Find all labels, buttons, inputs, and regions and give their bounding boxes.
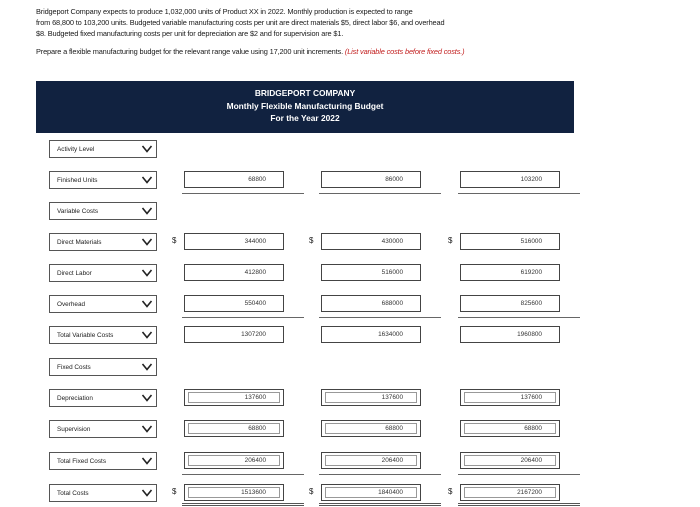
subtotal-rule	[458, 317, 580, 318]
subtotal-rule	[319, 193, 441, 194]
subtotal-rule	[182, 193, 304, 194]
amount-value: 344000	[244, 238, 266, 245]
chevron-down-icon[interactable]	[141, 424, 153, 434]
budget-row	[0, 233, 700, 253]
row-label-dropdown[interactable]	[49, 326, 157, 344]
amount-input[interactable]	[460, 452, 560, 469]
budget-row	[0, 389, 700, 409]
chevron-down-icon[interactable]	[141, 488, 153, 498]
amount-value: 430000	[381, 238, 403, 245]
amount-value: 2167200	[517, 489, 542, 496]
problem-line-2: from 68,800 to 103,200 units. Budgeted variable manufacturing costs per unit are direct materials $5, direct labor $6, and overhead	[36, 18, 445, 27]
row-label: Supervision	[57, 425, 91, 433]
budget-row	[0, 295, 700, 315]
row-label: Variable Costs	[57, 207, 99, 215]
amount-input[interactable]	[321, 326, 421, 343]
chevron-down-icon[interactable]	[141, 362, 153, 372]
subtotal-rule	[319, 474, 441, 475]
amount-value: 137600	[520, 394, 542, 401]
subtotal-rule	[319, 317, 441, 318]
amount-value: 825600	[520, 300, 542, 307]
row-label: Total Costs	[57, 489, 89, 497]
total-double-rule	[319, 503, 441, 506]
amount-input[interactable]	[321, 452, 421, 469]
chevron-down-icon[interactable]	[141, 206, 153, 216]
instruction-hint: (List variable costs before fixed costs.)	[344, 47, 465, 56]
budget-row	[0, 171, 700, 191]
amount-input-inner-border	[188, 392, 280, 403]
amount-value: 412800	[244, 269, 266, 276]
amount-value: 206400	[520, 457, 542, 464]
budget-row	[0, 264, 700, 284]
amount-input[interactable]	[460, 233, 560, 250]
row-label: Direct Materials	[57, 238, 102, 246]
amount-input[interactable]	[184, 389, 284, 406]
amount-input[interactable]	[460, 484, 560, 501]
amount-input[interactable]	[460, 420, 560, 437]
amount-value: 688000	[381, 300, 403, 307]
amount-value: 1840400	[378, 489, 403, 496]
currency-symbol: $	[309, 487, 314, 496]
amount-input[interactable]	[321, 389, 421, 406]
row-label-dropdown[interactable]	[49, 295, 157, 313]
amount-input[interactable]	[321, 484, 421, 501]
row-label-dropdown[interactable]	[49, 452, 157, 470]
chevron-down-icon[interactable]	[141, 237, 153, 247]
row-label-dropdown[interactable]	[49, 420, 157, 438]
amount-value: 516000	[520, 238, 542, 245]
row-label-dropdown[interactable]	[49, 264, 157, 282]
currency-symbol: $	[448, 236, 453, 245]
amount-value: 68800	[248, 425, 266, 432]
subtotal-rule	[182, 317, 304, 318]
instruction-text: Prepare a flexible manufacturing budget for the relevant range value using 17,200 unit increments.	[36, 47, 343, 56]
amount-input-inner-border	[464, 455, 556, 466]
amount-input-inner-border	[325, 455, 417, 466]
budget-title: Monthly Flexible Manufacturing Budget	[226, 100, 384, 111]
currency-symbol: $	[172, 487, 177, 496]
subtotal-rule	[458, 193, 580, 194]
amount-value: 137600	[381, 394, 403, 401]
amount-input[interactable]	[184, 326, 284, 343]
currency-symbol: $	[172, 236, 177, 245]
problem-line-1: Bridgeport Company expects to produce 1,032,000 units of Product XX in 2022. Monthly production is expected to range	[36, 7, 413, 16]
row-label-dropdown[interactable]	[49, 171, 157, 189]
amount-input-inner-border	[325, 392, 417, 403]
amount-input[interactable]	[321, 233, 421, 250]
amount-input[interactable]	[184, 233, 284, 250]
row-label: Finished Units	[57, 176, 98, 184]
chevron-down-icon[interactable]	[141, 330, 153, 340]
amount-input[interactable]	[460, 171, 560, 188]
amount-input-inner-border	[464, 392, 556, 403]
problem-statement	[36, 6, 666, 57]
amount-value: 68800	[248, 176, 266, 183]
amount-input[interactable]	[460, 389, 560, 406]
problem-line-3: $8. Budgeted fixed manufacturing costs per unit for depreciation are $2 and for supervision are $1.	[36, 29, 344, 38]
row-label: Direct Labor	[57, 269, 92, 277]
budget-row	[0, 202, 700, 222]
amount-value: 1960800	[517, 331, 542, 338]
chevron-down-icon[interactable]	[141, 456, 153, 466]
amount-input[interactable]	[321, 264, 421, 281]
subtotal-rule	[182, 474, 304, 475]
chevron-down-icon[interactable]	[141, 144, 153, 154]
amount-value: 137600	[244, 394, 266, 401]
amount-value: 550400	[244, 300, 266, 307]
amount-input[interactable]	[184, 295, 284, 312]
budget-row	[0, 140, 700, 160]
row-label-dropdown[interactable]	[49, 202, 157, 220]
amount-input[interactable]	[460, 326, 560, 343]
row-label-dropdown[interactable]	[49, 233, 157, 251]
amount-input[interactable]	[460, 264, 560, 281]
amount-value: 103200	[520, 176, 542, 183]
amount-value: 206400	[381, 457, 403, 464]
amount-input[interactable]	[184, 171, 284, 188]
row-label: Total Variable Costs	[57, 331, 114, 339]
amount-input-inner-border	[325, 423, 417, 434]
chevron-down-icon[interactable]	[141, 268, 153, 278]
amount-value: 68800	[524, 425, 542, 432]
currency-symbol: $	[309, 236, 314, 245]
chevron-down-icon[interactable]	[141, 299, 153, 309]
amount-input-inner-border	[325, 487, 417, 498]
amount-value: 516000	[381, 269, 403, 276]
amount-input[interactable]	[184, 264, 284, 281]
amount-input[interactable]	[184, 484, 284, 501]
budget-row	[0, 452, 700, 472]
amount-value: 206400	[244, 457, 266, 464]
total-double-rule	[458, 503, 580, 506]
budget-period: For the Year 2022	[270, 113, 340, 123]
row-label: Total Fixed Costs	[57, 457, 107, 465]
amount-value: 1634000	[378, 331, 403, 338]
total-double-rule	[182, 503, 304, 506]
row-label: Depreciation	[57, 394, 93, 402]
amount-input-inner-border	[188, 423, 280, 434]
budget-row	[0, 326, 700, 346]
amount-input[interactable]	[321, 420, 421, 437]
amount-input[interactable]	[321, 295, 421, 312]
row-label: Activity Level	[57, 145, 95, 153]
amount-input-inner-border	[188, 487, 280, 498]
amount-value: 1513600	[241, 489, 266, 496]
amount-input-inner-border	[188, 455, 280, 466]
amount-value: 86000	[385, 176, 403, 183]
row-label: Fixed Costs	[57, 363, 91, 371]
amount-input[interactable]	[184, 420, 284, 437]
amount-input-inner-border	[464, 487, 556, 498]
amount-input-inner-border	[464, 423, 556, 434]
row-label-dropdown[interactable]	[49, 140, 157, 158]
amount-value: 619200	[520, 269, 542, 276]
budget-row	[0, 420, 700, 440]
subtotal-rule	[458, 474, 580, 475]
chevron-down-icon[interactable]	[141, 393, 153, 403]
amount-input[interactable]	[184, 452, 284, 469]
problem-instruction	[36, 46, 666, 57]
amount-value: 68800	[385, 425, 403, 432]
budget-row	[0, 358, 700, 378]
row-label-dropdown[interactable]	[49, 358, 157, 376]
amount-input[interactable]	[460, 295, 560, 312]
budget-header	[36, 81, 574, 133]
row-label: Overhead	[57, 300, 86, 308]
currency-symbol: $	[448, 487, 453, 496]
company-name: BRIDGEPORT COMPANY	[254, 88, 356, 98]
budget-row	[0, 484, 700, 504]
row-label-dropdown[interactable]	[49, 484, 157, 502]
amount-value: 1307200	[241, 331, 266, 338]
amount-input[interactable]	[321, 171, 421, 188]
chevron-down-icon[interactable]	[141, 175, 153, 185]
row-label-dropdown[interactable]	[49, 389, 157, 407]
